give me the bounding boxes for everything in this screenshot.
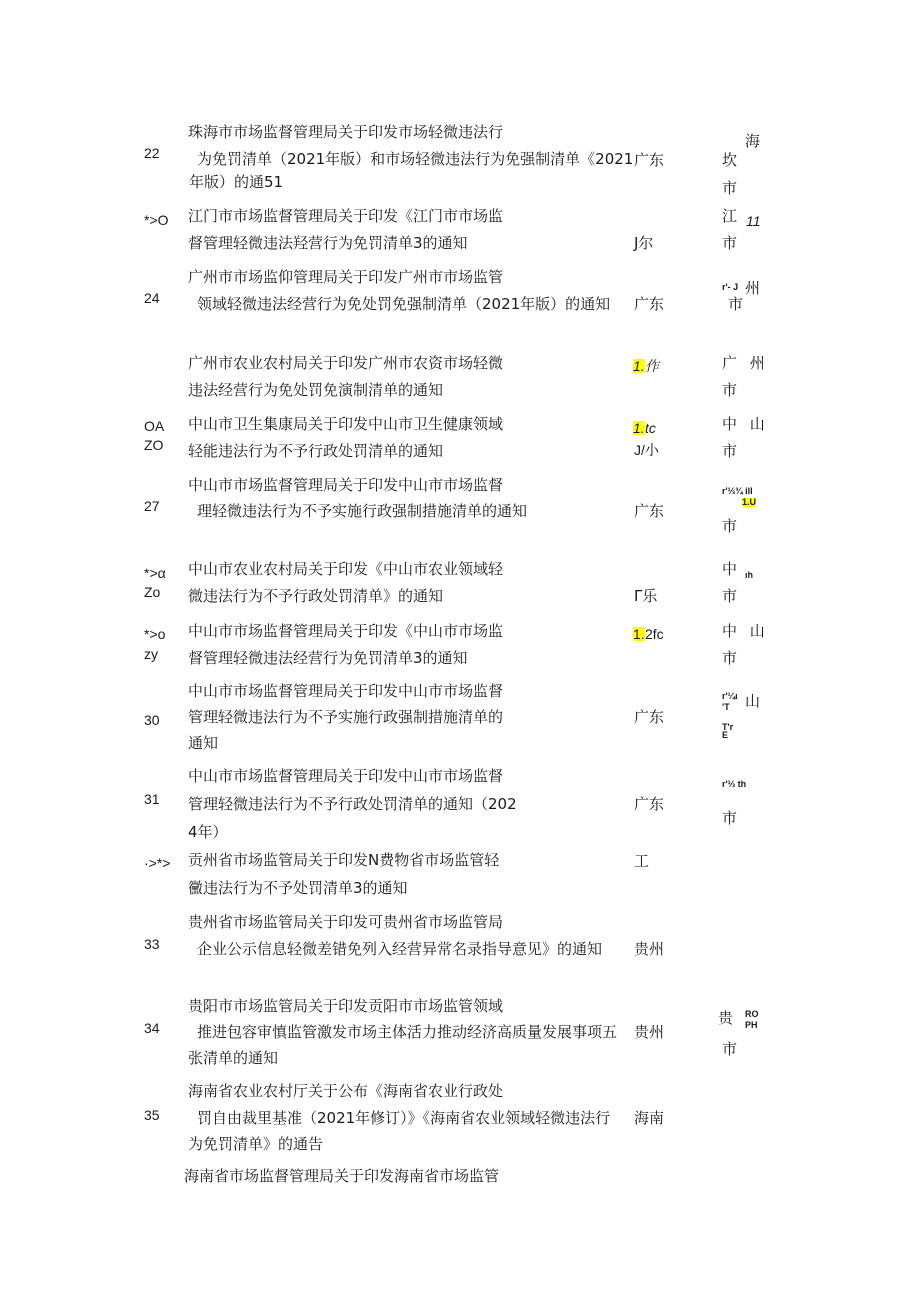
row-city-line: 山 bbox=[745, 692, 761, 710]
row-city-line: 市 bbox=[722, 809, 738, 827]
row-city-line: 州 bbox=[745, 279, 761, 297]
row-province-highlight: 1. bbox=[633, 358, 645, 374]
row-number: *>O bbox=[144, 212, 169, 228]
row-city-line: 市 bbox=[722, 234, 738, 252]
row-title-line: 年版）的通51 bbox=[189, 173, 284, 191]
row-number-line: ZO bbox=[144, 437, 164, 453]
row-title-line: 中山市农业农村局关于印发《中山市农业领域轻 bbox=[188, 560, 504, 578]
row-province: 作 bbox=[645, 358, 659, 374]
row-province: 广东 bbox=[634, 295, 665, 313]
row-city-line: 坎 bbox=[722, 151, 738, 169]
row-title-line: 中山市市场监督管理局关于印发中山市市场监督 bbox=[188, 682, 504, 700]
row-title-line: 海南省农业农村厅关于公布《海南省农业行政处 bbox=[188, 1082, 504, 1100]
row-number-line: *>o bbox=[144, 626, 166, 642]
row-title-line: 中山市市场监督管理局关于印发中山市市场监督 bbox=[188, 767, 504, 785]
row-province: 工 bbox=[634, 852, 650, 870]
row-city-line: 江 bbox=[722, 207, 738, 225]
row-city-line: 贵 bbox=[718, 1009, 734, 1027]
row-title-line: 贵州省市场监管局关于印发可贵州省市场监管局 bbox=[188, 913, 504, 931]
row-title-line: 通知 bbox=[188, 734, 219, 752]
row-city-fragment: 'T bbox=[722, 702, 730, 712]
row-title-line: 珠海市市场监督管理局关于印发市场轻微违法行 bbox=[188, 123, 504, 141]
row-city-fragment: RO PH bbox=[745, 1009, 759, 1030]
row-title-line: 中山市市场监督管理局关于印发中山市市场监督 bbox=[188, 476, 504, 494]
row-city-line: 市 bbox=[722, 517, 738, 535]
row-number: 24 bbox=[144, 290, 160, 306]
row-title-line: 贡州省市场监管局关于印发N费物省市场监管轻 bbox=[188, 851, 500, 869]
row-number: ·>*> bbox=[144, 855, 171, 871]
row-city-line: 海 bbox=[745, 132, 761, 150]
row-city-fragment: E bbox=[722, 730, 729, 740]
row-province: 贵州 bbox=[634, 940, 665, 958]
row-title-line: 海南省市场监督管理局关于印发海南省市场监管 bbox=[184, 1167, 500, 1185]
row-city-line: 中 bbox=[722, 560, 738, 578]
row-city-line: 中 山 bbox=[722, 622, 769, 640]
row-title-line: 管理轻微违法行为不予实施行政强制措施清单的 bbox=[188, 708, 504, 726]
row-province: J尔 bbox=[634, 234, 654, 252]
row-title-line: 为免罚清单（2021年版）和市场轻微违法行为免强制清单《2021 bbox=[197, 150, 634, 168]
row-province-line: J/小 bbox=[634, 442, 659, 458]
row-city-fragment: r'¼ι bbox=[722, 691, 738, 701]
row-province-highlight: 1. bbox=[633, 420, 645, 436]
row-title-line: 中山市卫生集康局关于印发中山市卫生健康领域 bbox=[188, 415, 504, 433]
row-title-line: 张清单的通知 bbox=[188, 1049, 279, 1067]
row-title-line: 领域轻微违法经营行为免处罚免强制清单（2021年版）的通知 bbox=[197, 295, 611, 313]
row-title-line: 4年） bbox=[188, 823, 228, 841]
row-city-note: 11 bbox=[746, 213, 761, 229]
row-number: 27 bbox=[144, 498, 160, 514]
row-number-line: zy bbox=[144, 646, 158, 662]
row-city-line: 中 山 bbox=[722, 415, 769, 433]
row-city-highlight: 1.U bbox=[742, 497, 757, 507]
row-province-line: tc bbox=[645, 420, 656, 436]
row-number: 31 bbox=[144, 791, 160, 807]
row-title-line: 广州市市场监仰管理局关于印发广州市市场监管 bbox=[188, 268, 504, 286]
row-city-fragment: r'⅓¾ ill bbox=[722, 486, 753, 496]
row-number: 22 bbox=[144, 145, 160, 161]
row-province: 广东 bbox=[634, 795, 665, 813]
row-city-line: 市 bbox=[722, 587, 738, 605]
row-title-line: 管理轻微违法行为不予行政处罚清单的通知（202 bbox=[188, 795, 517, 813]
row-city-fragment: r'- J bbox=[722, 282, 739, 292]
row-title-line: 为免罚清单》的通告 bbox=[188, 1135, 324, 1153]
row-title-line: 黴违法行为不予处罚清单3的通知 bbox=[188, 879, 408, 897]
row-province: 2fc bbox=[645, 626, 664, 642]
row-province: 广东 bbox=[634, 502, 665, 520]
row-number: 35 bbox=[144, 1107, 160, 1123]
row-city-line: 市 bbox=[728, 295, 744, 313]
row-province-highlight: 1. bbox=[633, 626, 645, 642]
row-number-line: OA bbox=[144, 418, 165, 434]
row-title-line: 广州市农业农村局关于印发广州市农资市场轻微 bbox=[188, 354, 504, 372]
row-title-line: 督管理轻微违法羟营行为免罚清单3的通知 bbox=[188, 234, 468, 252]
row-province: Γ乐 bbox=[634, 587, 658, 605]
row-city-line: 市 bbox=[722, 381, 738, 399]
row-number-line: Zo bbox=[144, 584, 161, 600]
row-title-line: 推进包容审慎监管激发市场主体活力推动经济高质量发展事项五 bbox=[197, 1023, 618, 1041]
row-title-line: 企业公示信息轻微差错免列入经营异常名录指导意见》的通知 bbox=[197, 940, 603, 958]
row-province: 广东 bbox=[634, 151, 665, 169]
row-province: 广东 bbox=[634, 708, 665, 726]
row-city-line: 广 州 bbox=[722, 354, 769, 372]
row-title-line: 理轻微违法行为不予实施行政强制措施清单的通知 bbox=[197, 502, 528, 520]
row-number: 34 bbox=[144, 1020, 160, 1036]
row-number: 30 bbox=[144, 712, 160, 728]
row-city-fragment: T'r bbox=[722, 722, 734, 732]
row-province: 海南 bbox=[634, 1109, 665, 1127]
row-city-fragment: ıh bbox=[745, 570, 753, 580]
row-number: 33 bbox=[144, 936, 160, 952]
row-title-line: 督管理轻微违法经营行为免罚清单3的通知 bbox=[188, 649, 468, 667]
row-title-line: 中山市市场监督管理局关于印发《中山市市场监 bbox=[188, 622, 504, 640]
row-title-line: 微违法行为不予行政处罚清单》的通知 bbox=[188, 587, 444, 605]
row-title-line: 贵阳市市场监管局关于印发贡阳市市场监管领域 bbox=[188, 997, 504, 1015]
row-city-line: 市 bbox=[722, 179, 738, 197]
row-title-line: 违法经营行为免处罚免演制清单的通知 bbox=[188, 381, 444, 399]
row-title-line: 轻能违法行为不予行政处罚清单的通知 bbox=[188, 442, 444, 460]
row-province: 贵州 bbox=[634, 1023, 665, 1041]
row-title-line: 罚自由裁里基准（2021年修订）》《海南省农业领域轻微违法行 bbox=[197, 1109, 611, 1127]
row-city-line: 市 bbox=[722, 649, 738, 667]
row-title-line: 江门市市场监督管理局关于印发《江门市市场监 bbox=[188, 207, 504, 225]
row-city-line: 市 bbox=[722, 1040, 738, 1058]
row-number-line: *>α bbox=[144, 565, 166, 581]
row-city-line: 市 bbox=[722, 442, 738, 460]
row-city-fragment: r'⅓ th bbox=[722, 779, 747, 789]
